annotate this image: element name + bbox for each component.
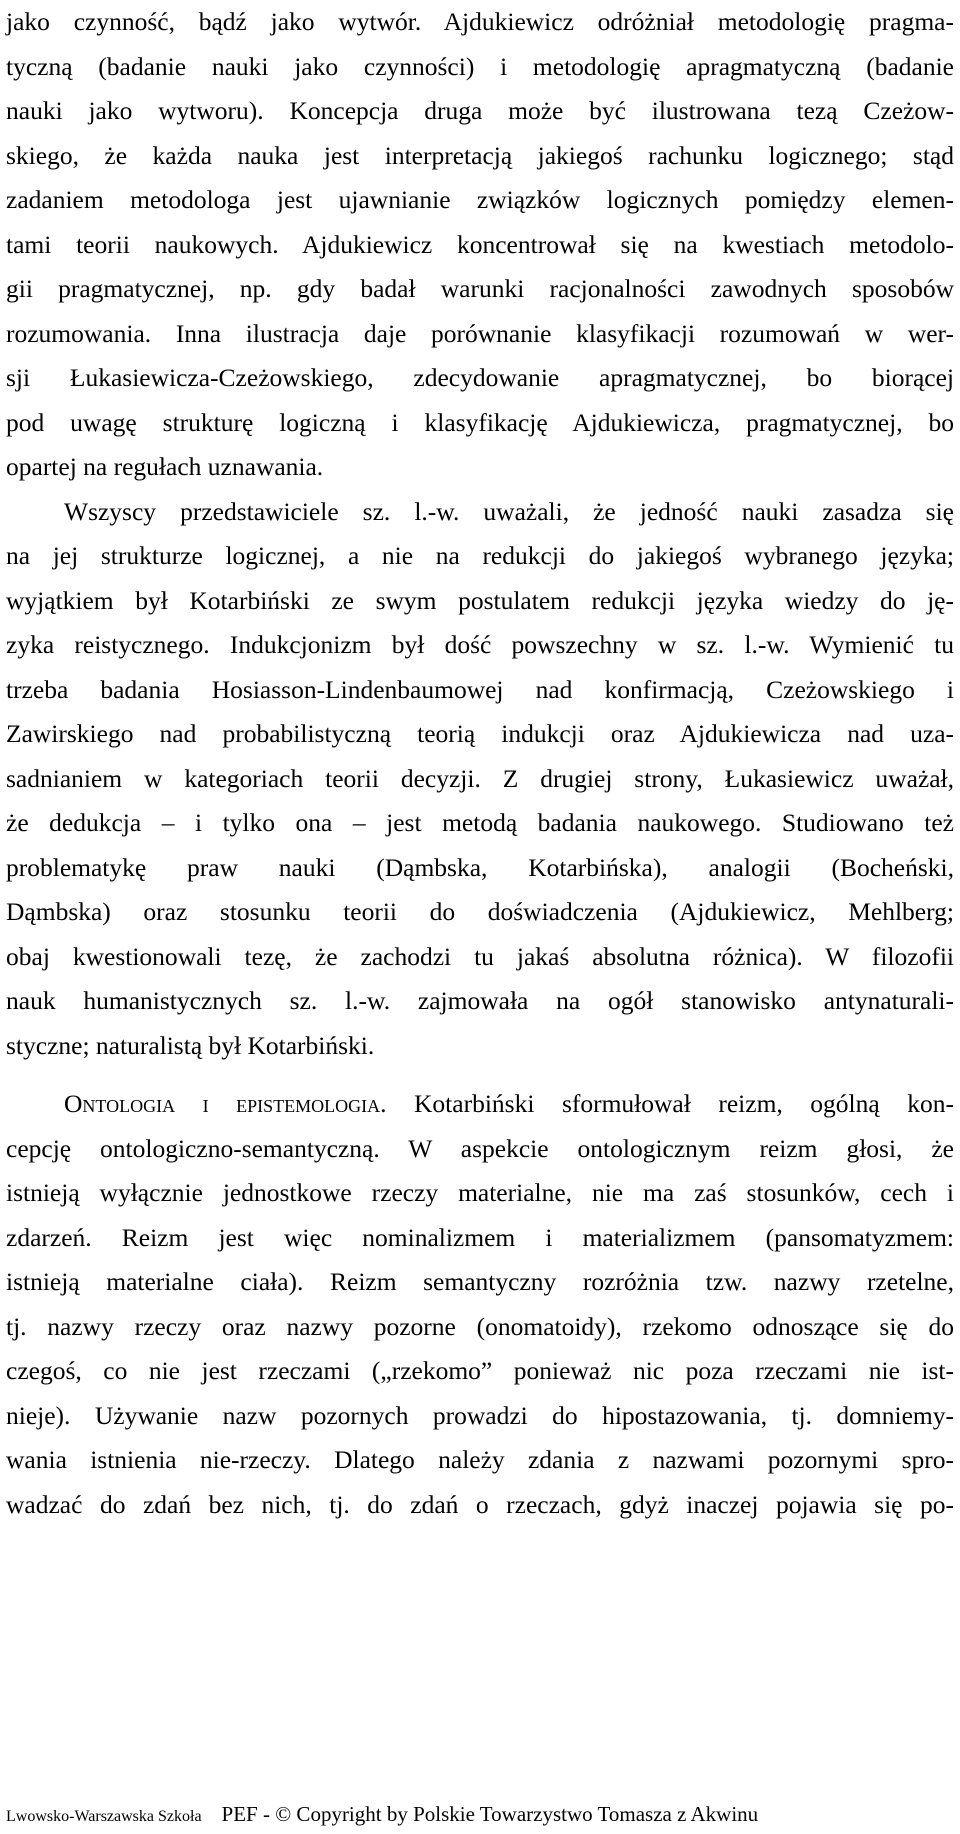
text-line: zyka reistycznego. Indukcjonizm był dość powszechny w sz. l.-w. Wymienić tu bbox=[6, 630, 954, 659]
text-line: gii pragmatycznej, np. gdy badał warunki racjonalności zawodnych sposobów bbox=[6, 274, 954, 303]
text-line: obaj kwestionowali tezę, że zachodzi tu jakaś absolutna różnica). W filozofii bbox=[6, 941, 954, 971]
text-line: trzeba badania Hosiasson-Lindenbaumowej nad konfirmacją, Czeżowskiego i bbox=[6, 674, 954, 704]
text-line: istnieją wyłącznie jednostkowe rzeczy materialne, nie ma zaś stosunków, cech i bbox=[6, 1178, 954, 1207]
text-line: sji Łukasiewicza-Czeżowskiego, zdecydowanie apragmatycznej, bo biorącej bbox=[6, 363, 954, 392]
text-line: wania istnienia nie-rzeczy. Dlatego należy zdania z nazwami pozornymi spro- bbox=[6, 1445, 954, 1474]
text-line: zdarzeń. Reizm jest więc nominalizmem i materializmem (pansomatyzmem: bbox=[6, 1222, 954, 1252]
text-line: skiego, że każda nauka jest interpretacją jakiegoś rachunku logicznego; stąd bbox=[6, 140, 954, 170]
text-line: czegoś, co nie jest rzeczami („rzekomo” ponieważ nic poza rzeczami nie ist- bbox=[6, 1356, 954, 1385]
text-line: wadzać do zdań bez nich, tj. do zdań o rzeczach, gdyż inaczej pojawia się po- bbox=[6, 1489, 954, 1519]
text-line: nauki jako wytworu). Koncepcja druga może być ilustrowana tezą Czeżow- bbox=[6, 96, 954, 125]
text-line: Zawirskiego nad probabilistyczną teorią indukcji oraz Ajdukiewicza nad uza- bbox=[6, 719, 954, 748]
text-line: rozumowania. Inna ilustracja daje porównanie klasyfikacji rozumowań w wer- bbox=[6, 318, 954, 348]
heading-line-text: Kotarbiński sformułował reizm, ogólną kon- bbox=[386, 1089, 954, 1118]
text-line: nauk humanistycznych sz. l.-w. zajmowała na ogół stanowisko antynaturali- bbox=[6, 986, 954, 1015]
text-line: Wszyscy przedstawiciele sz. l.-w. uważali, że jedność nauki zasadza się bbox=[64, 496, 954, 526]
text-line: jako czynność, bądź jako wytwór. Ajdukiewicz odróżniał metodologię pragma- bbox=[6, 7, 954, 36]
footer-copyright: PEF - © Copyright by Polskie Towarzystwo Tomasza z Akwinu bbox=[221, 1802, 759, 1826]
paragraph-1 bbox=[6, 0, 954, 490]
section-heading: Ontologia i epistemologia. bbox=[64, 1089, 387, 1118]
text-line bbox=[6, 1082, 954, 1127]
text-line: tami teorii naukowych. Ajdukiewicz koncentrował się na kwestiach metodolo- bbox=[6, 229, 954, 259]
document-page bbox=[6, 0, 954, 1527]
text-line: opartej na regułach uznawania. bbox=[6, 452, 324, 481]
text-line: problematykę praw nauki (Dąmbska, Kotarbińska), analogii (Bocheński, bbox=[6, 852, 954, 882]
text-line: zadaniem metodologa jest ujawnianie związków logicznych pomiędzy elemen- bbox=[6, 185, 954, 214]
text-line: cepcję ontologiczno-semantyczną. W aspekcie ontologicznym reizm głosi, że bbox=[6, 1133, 954, 1163]
text-line: Dąmbska) oraz stosunku teorii do doświadczenia (Ajdukiewicz, Mehlberg; bbox=[6, 897, 954, 926]
text-line: tj. nazwy rzeczy oraz nazwy pozorne (onomatoidy), rzekomo odnoszące się do bbox=[6, 1311, 954, 1341]
text-line: na jej strukturze logicznej, a nie na redukcji do jakiegoś wybranego języka; bbox=[6, 541, 954, 570]
text-line: pod uwagę strukturę logiczną i klasyfikację Ajdukiewicza, pragmatycznej, bo bbox=[6, 407, 954, 437]
text-line: styczne; naturalistą był Kotarbiński. bbox=[6, 1030, 375, 1060]
text-line: tyczną (badanie nauki jako czynności) i metodologię apragmatyczną (badanie bbox=[6, 51, 954, 81]
text-line: nieje). Używanie nazw pozornych prowadzi do hipostazowania, tj. domniemy- bbox=[6, 1400, 954, 1430]
text-line: istnieją materialne ciała). Reizm semantyczny rozróżnia tzw. nazwy rzetelne, bbox=[6, 1267, 954, 1296]
paragraph-3 bbox=[6, 1082, 954, 1527]
text-line: sadnianiem w kategoriach teorii decyzji. Z drugiej strony, Łukasiewicz uważał, bbox=[6, 763, 954, 793]
paragraph-spacer bbox=[6, 1068, 954, 1082]
paragraph-2 bbox=[6, 490, 954, 1069]
text-line: że dedukcja – i tylko ona – jest metodą badania naukowego. Studiowano też bbox=[6, 808, 954, 837]
text-line: wyjątkiem był Kotarbiński ze swym postulatem redukcji języka wiedzy do ję- bbox=[6, 585, 954, 615]
page-footer bbox=[6, 1799, 954, 1829]
footer-title: Lwowsko-Warszawska Szkoła bbox=[6, 1808, 202, 1825]
